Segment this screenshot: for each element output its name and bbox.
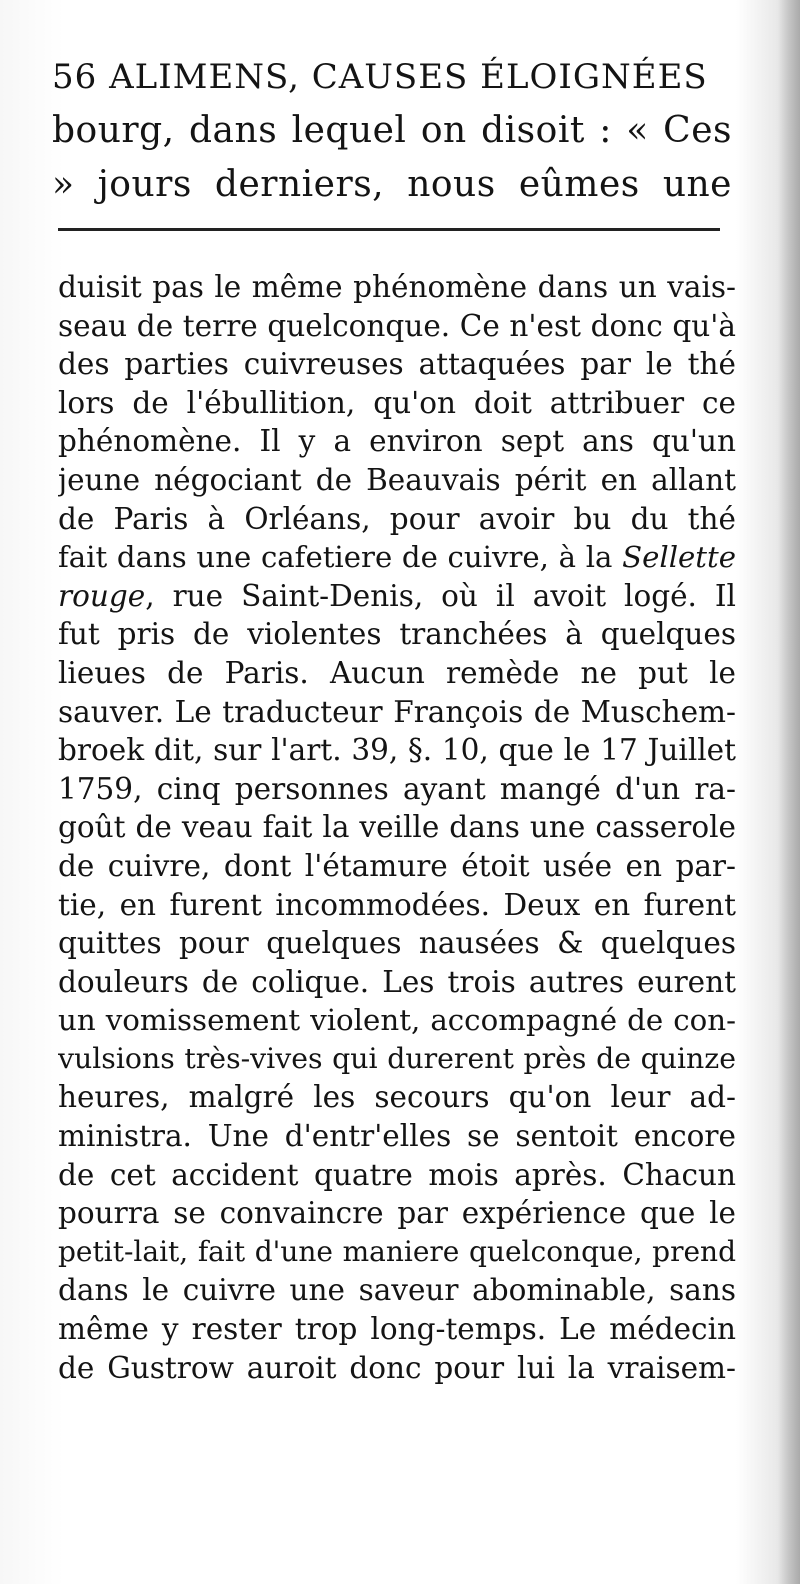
text-line-with-italic [58,538,736,577]
text-line: même y rester trop long-temps. Le médecin [58,1312,736,1347]
text-line: seau de terre quelconque. Ce n'est donc qu'à [58,308,736,343]
header-line-1: bourg, dans lequel on disoit : « Ces [52,110,732,151]
text-line: broek dit, sur l'art. 39, §. 10, que le 17 Juillet [58,733,736,768]
page-edge-shadow [778,0,800,1584]
text-line: dans le cuivre une saveur abominable, sans [58,1273,736,1308]
page-header [52,50,732,212]
text-line: douleurs de colique. Les trois autres eurent [58,964,736,999]
text-line: petit-lait, fait d'une maniere quelconque, prend [58,1234,736,1268]
text-line: jeune négociant de Beauvais périt en allant [58,462,736,497]
text-line: un vomissement violent, accompagné de con- [58,1003,736,1038]
body-text [58,268,736,1387]
text-line: lieues de Paris. Aucun remède ne put le [58,655,736,690]
text-line: phénomène. Il y a environ sept ans qu'un [58,424,736,459]
text-line: heures, malgré les secours qu'on leur ad- [58,1080,736,1115]
text-line: pourra se convaincre par expérience que le [58,1196,736,1231]
text-line: tie, en furent incommodées. Deux en furent [58,887,736,922]
text-line: de Paris à Orléans, pour avoir bu du thé [58,501,736,536]
text-segment: , rue Saint-Denis, où il avoit logé. Il [145,578,736,613]
text-line: de cet accident quatre mois après. Chacun [58,1157,736,1192]
text-line: sauver. Le traducteur François de Muschem- [58,694,736,729]
text-line: fut pris de violentes tranchées à quelques [58,617,736,652]
text-line: vulsions très-vives qui durerent près de quinze [58,1041,736,1075]
text-line: 1759, cinq personnes ayant mangé d'un ra- [58,771,736,806]
text-line: des parties cuivreuses attaquées par le thé [58,347,736,382]
text-line: goût de veau fait la veille dans une casserole [58,810,736,845]
text-line: quittes pour quelques nausées & quelques [58,926,736,961]
italic-word-sellette: Sellette [622,540,736,575]
header-line-2: » jours derniers, nous eûmes une [52,164,732,205]
text-line: ministra. Une d'entr'elles se sentoit encore [58,1119,736,1154]
text-segment: fait dans une cafetiere de cuivre, à la [58,540,613,575]
text-line: duisit pas le même phénomène dans un vais- [58,270,736,304]
separator-rule [58,228,720,231]
running-head: 56 ALIMENS, CAUSES ÉLOIGNÉES [52,57,708,97]
italic-word-rouge: rouge [58,578,146,613]
text-line-with-italic [58,577,736,616]
text-line: de cuivre, dont l'étamure étoit usée en par- [58,848,736,883]
text-line: de Gustrow auroit donc pour lui la vraisem- [58,1350,736,1385]
text-line: lors de l'ébullition, qu'on doit attribuer ce [58,385,736,420]
